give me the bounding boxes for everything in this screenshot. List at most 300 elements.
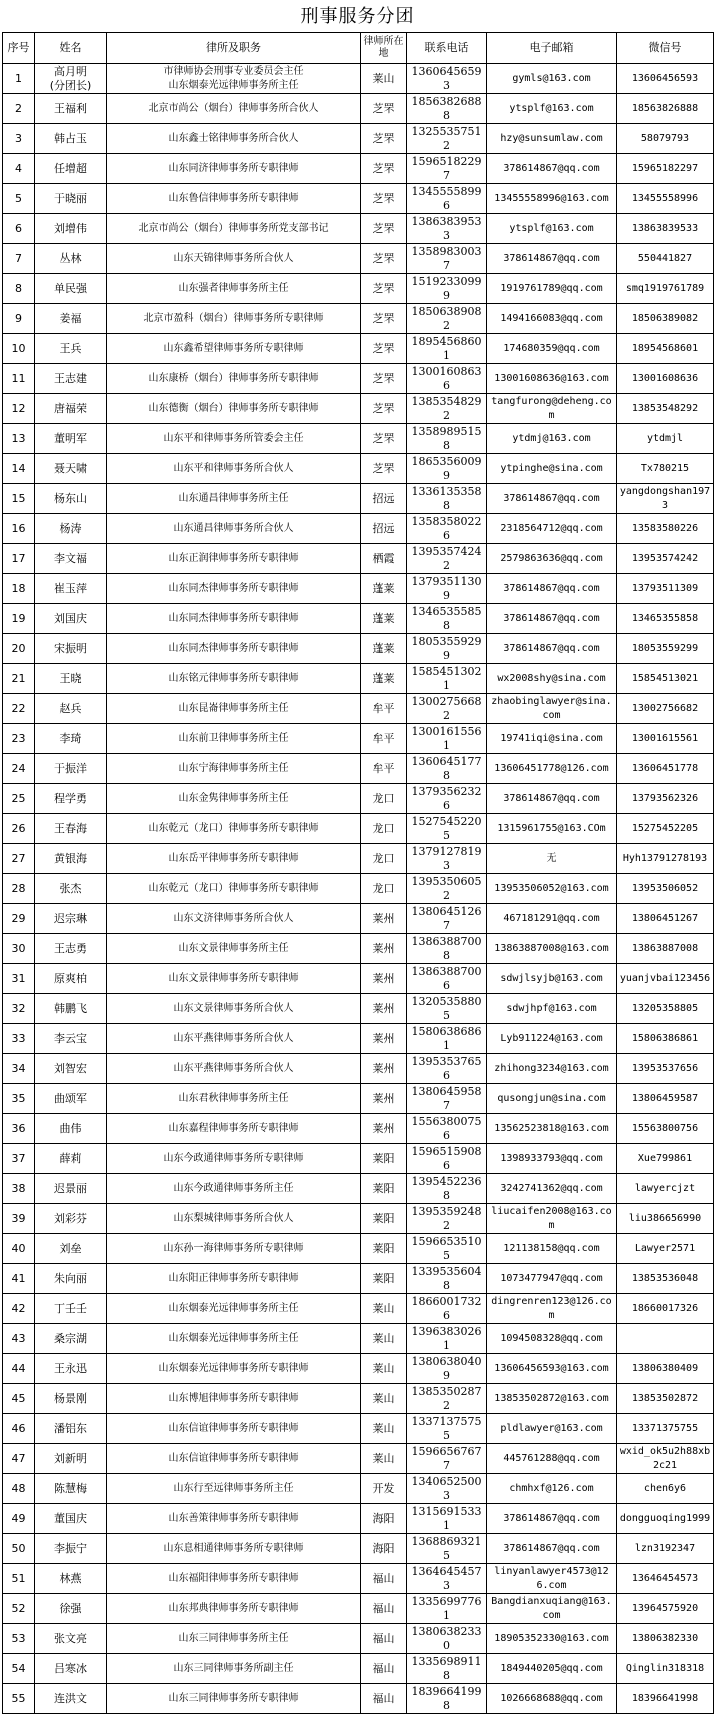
table-row (3, 754, 714, 784)
firm-position-cell: 山东文景律师事务所主任 (107, 934, 361, 964)
table-row (3, 964, 714, 994)
email-cell: 378614867@qq.com (487, 484, 617, 514)
location-cell: 莱山 (361, 64, 407, 94)
firm-position-cell: 山东息相通律师事务所专职律师 (107, 1534, 361, 1564)
row-index-cell: 6 (3, 214, 35, 244)
email-cell: 1849440205@qq.com (487, 1654, 617, 1684)
table-row (3, 334, 714, 364)
phone-cell: 13953574242 (407, 544, 487, 574)
row-index-cell: 27 (3, 844, 35, 874)
firm-position-cell: 北京市尚公（烟台）律师事务所合伙人 (107, 94, 361, 124)
firm-position-cell: 山东金隽律师事务所主任 (107, 784, 361, 814)
wechat-cell: smq1919761789 (617, 274, 714, 304)
phone-cell: 15275452205 (407, 814, 487, 844)
location-cell: 福山 (361, 1654, 407, 1684)
wechat-cell: 18396641998 (617, 1684, 714, 1714)
lawyer-name-cell: 王志勇 (35, 934, 107, 964)
email-cell: 1919761789@qq.com (487, 274, 617, 304)
email-cell: 378614867@qq.com (487, 784, 617, 814)
row-index-cell: 37 (3, 1144, 35, 1174)
phone-cell: 15563800756 (407, 1114, 487, 1144)
firm-position-cell: 山东昆崙律师事务所主任 (107, 694, 361, 724)
row-index-cell: 46 (3, 1414, 35, 1444)
row-index-cell: 20 (3, 634, 35, 664)
phone-cell: 13156915331 (407, 1504, 487, 1534)
lawyer-name-cell: 唐福荣 (35, 394, 107, 424)
email-cell: hzy@sunsumlaw.com (487, 124, 617, 154)
lawyer-name-cell: 刘智宏 (35, 1054, 107, 1084)
wechat-cell: yuanjvbai123456 (617, 964, 714, 994)
firm-position-cell: 北京市盈科（烟台）律师事务所专职律师 (107, 304, 361, 334)
table-row (3, 94, 714, 124)
location-cell: 芝罘 (361, 124, 407, 154)
wechat-cell: 13001608636 (617, 364, 714, 394)
firm-position-cell: 山东邦典律师事务所专职律师 (107, 1594, 361, 1624)
lawyer-name-cell: 原爽柏 (35, 964, 107, 994)
table-row (3, 394, 714, 424)
row-index-cell: 32 (3, 994, 35, 1024)
wechat-cell: chen6y6 (617, 1474, 714, 1504)
email-cell: Bangdianxuqiang@163.com (487, 1594, 617, 1624)
email-cell: 13606451778@126.com (487, 754, 617, 784)
phone-cell: 13806459587 (407, 1084, 487, 1114)
email-cell: wx2008shy@sina.com (487, 664, 617, 694)
location-cell: 莱州 (361, 1024, 407, 1054)
lawyer-name-cell: 刘垒 (35, 1234, 107, 1264)
row-index-cell: 11 (3, 364, 35, 394)
firm-position-cell: 山东三同律师事务所专职律师 (107, 1684, 361, 1714)
wechat-cell: 13863887008 (617, 934, 714, 964)
location-cell: 芝罘 (361, 304, 407, 334)
row-index-cell: 21 (3, 664, 35, 694)
lawyer-name-cell: 董国庆 (35, 1504, 107, 1534)
location-cell: 莱阳 (361, 1204, 407, 1234)
lawyer-name-cell: 王福利 (35, 94, 107, 124)
row-index-cell: 53 (3, 1624, 35, 1654)
location-cell: 福山 (361, 1594, 407, 1624)
firm-position-cell: 山东前卫律师事务所主任 (107, 724, 361, 754)
firm-position-cell: 山东乾元（龙口）律师事务所专职律师 (107, 874, 361, 904)
wechat-cell: 18053559299 (617, 634, 714, 664)
email-cell: ytsplf@163.com (487, 94, 617, 124)
firm-position-cell: 山东天锦律师事务所合伙人 (107, 244, 361, 274)
firm-position-cell: 山东鲁信律师事务所专职律师 (107, 184, 361, 214)
firm-position-cell: 山东平和律师事务所合伙人 (107, 454, 361, 484)
firm-position-cell: 山东善策律师事务所专职律师 (107, 1504, 361, 1534)
wechat-cell: 13002756682 (617, 694, 714, 724)
location-cell: 蓬莱 (361, 574, 407, 604)
lawyer-name-cell: 任增超 (35, 154, 107, 184)
phone-cell: 13853502872 (407, 1384, 487, 1414)
wechat-cell: 13205358805 (617, 994, 714, 1024)
row-index-cell: 1 (3, 64, 35, 94)
email-cell: ytsplf@163.com (487, 214, 617, 244)
email-cell: 445761288@qq.com (487, 1444, 617, 1474)
wechat-cell: Xue799861 (617, 1144, 714, 1174)
lawyer-name-cell: 杨景刚 (35, 1384, 107, 1414)
phone-cell: 13806380409 (407, 1354, 487, 1384)
email-cell: 13853502872@163.com (487, 1384, 617, 1414)
location-cell: 莱州 (361, 994, 407, 1024)
phone-cell: 13465355858 (407, 604, 487, 634)
location-cell: 蓬莱 (361, 604, 407, 634)
row-index-cell: 42 (3, 1294, 35, 1324)
email-cell: 无 (487, 844, 617, 874)
row-index-cell: 39 (3, 1204, 35, 1234)
wechat-cell: 13001615561 (617, 724, 714, 754)
table-row (3, 184, 714, 214)
lawyer-name-cell: 迟景丽 (35, 1174, 107, 1204)
row-index-cell: 12 (3, 394, 35, 424)
firm-position-cell: 山东文景律师事务所专职律师 (107, 964, 361, 994)
lawyer-name-cell: 李琦 (35, 724, 107, 754)
row-index-cell: 55 (3, 1684, 35, 1714)
phone-cell: 18396641998 (407, 1684, 487, 1714)
table-row (3, 1594, 714, 1624)
lawyer-name-cell: 黄银海 (35, 844, 107, 874)
email-cell: qusongjun@sina.com (487, 1084, 617, 1114)
phone-cell: 18506389082 (407, 304, 487, 334)
phone-cell: 13806382330 (407, 1624, 487, 1654)
email-cell: 378614867@qq.com (487, 634, 617, 664)
wechat-cell: 18660017326 (617, 1294, 714, 1324)
firm-position-cell: 山东平燕律师事务所合伙人 (107, 1054, 361, 1084)
phone-cell: 13455558996 (407, 184, 487, 214)
firm-position-cell: 山东文景律师事务所合伙人 (107, 994, 361, 1024)
location-cell: 莱州 (361, 964, 407, 994)
lawyer-name-cell: 韩占玉 (35, 124, 107, 154)
firm-position-cell: 山东今政通律师事务所主任 (107, 1174, 361, 1204)
location-cell: 莱州 (361, 1084, 407, 1114)
table-row (3, 124, 714, 154)
phone-cell: 13953537656 (407, 1054, 487, 1084)
email-cell: 378614867@qq.com (487, 574, 617, 604)
phone-cell: 15854513021 (407, 664, 487, 694)
firm-position-cell: 山东孙一海律师事务所专职律师 (107, 1234, 361, 1264)
location-cell: 海阳 (361, 1534, 407, 1564)
col-header-name: 姓名 (35, 33, 107, 64)
wechat-cell: Lawyer2571 (617, 1234, 714, 1264)
row-index-cell: 51 (3, 1564, 35, 1594)
row-index-cell: 49 (3, 1504, 35, 1534)
lawyer-name-cell: 张文亮 (35, 1624, 107, 1654)
wechat-cell: 15965182297 (617, 154, 714, 184)
firm-position-cell: 山东铭元律师事务所专职律师 (107, 664, 361, 694)
table-row (3, 1564, 714, 1594)
table-row (3, 904, 714, 934)
firm-position-cell: 山东博旭律师事务所专职律师 (107, 1384, 361, 1414)
phone-cell: 13688693215 (407, 1534, 487, 1564)
location-cell: 莱阳 (361, 1234, 407, 1264)
location-cell: 蓬莱 (361, 664, 407, 694)
email-cell: 3242741362@qq.com (487, 1174, 617, 1204)
lawyer-name-cell: 韩鹏飞 (35, 994, 107, 1024)
phone-cell: 13863839533 (407, 214, 487, 244)
phone-cell: 15966567677 (407, 1444, 487, 1474)
table-row (3, 154, 714, 184)
location-cell: 芝罘 (361, 154, 407, 184)
table-row (3, 1174, 714, 1204)
lawyer-name-cell: 高月明 (分团长) (35, 64, 107, 94)
table-row (3, 274, 714, 304)
location-cell: 龙口 (361, 844, 407, 874)
row-index-cell: 8 (3, 274, 35, 304)
table-row (3, 1264, 714, 1294)
email-cell: liucaifen2008@163.com (487, 1204, 617, 1234)
lawyer-name-cell: 李文福 (35, 544, 107, 574)
lawyer-name-cell: 董明军 (35, 424, 107, 454)
wechat-cell: 13863839533 (617, 214, 714, 244)
wechat-cell (617, 1324, 714, 1354)
location-cell: 海阳 (361, 1504, 407, 1534)
lawyer-name-cell: 王兵 (35, 334, 107, 364)
wechat-cell: 13793562326 (617, 784, 714, 814)
email-cell: 2318564712@qq.com (487, 514, 617, 544)
table-row (3, 604, 714, 634)
location-cell: 芝罘 (361, 94, 407, 124)
phone-cell: 13361353588 (407, 484, 487, 514)
row-index-cell: 2 (3, 94, 35, 124)
location-cell: 莱州 (361, 1054, 407, 1084)
phone-cell: 13806451267 (407, 904, 487, 934)
lawyer-name-cell: 朱向丽 (35, 1264, 107, 1294)
location-cell: 莱山 (361, 1324, 407, 1354)
location-cell: 莱山 (361, 1414, 407, 1444)
row-index-cell: 33 (3, 1024, 35, 1054)
firm-position-cell: 山东正润律师事务所专职律师 (107, 544, 361, 574)
row-index-cell: 36 (3, 1114, 35, 1144)
email-cell: 378614867@qq.com (487, 154, 617, 184)
lawyer-name-cell: 丁壬壬 (35, 1294, 107, 1324)
phone-cell: 13589830037 (407, 244, 487, 274)
table-row (3, 1414, 714, 1444)
location-cell: 牟平 (361, 754, 407, 784)
phone-cell: 13255357512 (407, 124, 487, 154)
wechat-cell: lawyercjzt (617, 1174, 714, 1204)
email-cell: ytpinghe@sina.com (487, 454, 617, 484)
wechat-cell: 18563826888 (617, 94, 714, 124)
row-index-cell: 9 (3, 304, 35, 334)
email-cell: dingrenren123@126.com (487, 1294, 617, 1324)
firm-position-cell: 山东三同律师事务所副主任 (107, 1654, 361, 1684)
firm-position-cell: 山东通昌律师事务所合伙人 (107, 514, 361, 544)
wechat-cell: 13455558996 (617, 184, 714, 214)
firm-position-cell: 山东阳正律师事务所专职律师 (107, 1264, 361, 1294)
lawyer-name-cell: 吕寒冰 (35, 1654, 107, 1684)
table-row (3, 1024, 714, 1054)
wechat-cell: yangdongshan1973 (617, 484, 714, 514)
row-index-cell: 54 (3, 1654, 35, 1684)
lawyer-name-cell: 连洪文 (35, 1684, 107, 1714)
wechat-cell: lzn3192347 (617, 1534, 714, 1564)
lawyer-name-cell: 王晓 (35, 664, 107, 694)
table-row (3, 634, 714, 664)
email-cell: sdwjlsyjb@163.com (487, 964, 617, 994)
location-cell: 福山 (361, 1564, 407, 1594)
location-cell: 芝罘 (361, 424, 407, 454)
firm-position-cell: 北京市尚公（烟台）律师事务所党支部书记 (107, 214, 361, 244)
location-cell: 芝罘 (361, 454, 407, 484)
lawyer-name-cell: 刘彩芬 (35, 1204, 107, 1234)
phone-cell: 18660017326 (407, 1294, 487, 1324)
wechat-cell: 18506389082 (617, 304, 714, 334)
table-row (3, 1534, 714, 1564)
row-index-cell: 38 (3, 1174, 35, 1204)
lawyer-name-cell: 于晓丽 (35, 184, 107, 214)
wechat-cell: 15275452205 (617, 814, 714, 844)
email-cell: 13953506052@163.com (487, 874, 617, 904)
table-row (3, 784, 714, 814)
location-cell: 芝罘 (361, 364, 407, 394)
table-row (3, 214, 714, 244)
firm-position-cell: 山东福阳律师事务所专职律师 (107, 1564, 361, 1594)
lawyer-name-cell: 陈慧梅 (35, 1474, 107, 1504)
row-index-cell: 47 (3, 1444, 35, 1474)
firm-position-cell: 山东同杰律师事务所专职律师 (107, 574, 361, 604)
row-index-cell: 31 (3, 964, 35, 994)
wechat-cell: ytdmjl (617, 424, 714, 454)
lawyer-table (2, 32, 714, 1714)
location-cell: 招远 (361, 484, 407, 514)
table-row (3, 1294, 714, 1324)
table-row (3, 1324, 714, 1354)
table-row (3, 814, 714, 844)
location-cell: 福山 (361, 1624, 407, 1654)
location-cell: 莱州 (361, 1114, 407, 1144)
table-row (3, 64, 714, 94)
table-row (3, 454, 714, 484)
location-cell: 莱山 (361, 1384, 407, 1414)
firm-position-cell: 山东德衡（烟台）律师事务所专职律师 (107, 394, 361, 424)
wechat-cell: 13953506052 (617, 874, 714, 904)
email-cell: 378614867@qq.com (487, 1534, 617, 1564)
location-cell: 栖霞 (361, 544, 407, 574)
table-row (3, 364, 714, 394)
location-cell: 莱山 (361, 1354, 407, 1384)
email-cell: zhihong3234@163.com (487, 1054, 617, 1084)
col-header-phone: 联系电话 (407, 33, 487, 64)
wechat-cell: 13371375755 (617, 1414, 714, 1444)
table-row (3, 1114, 714, 1144)
phone-cell: 13606456593 (407, 64, 487, 94)
phone-cell: 13953592482 (407, 1204, 487, 1234)
wechat-cell: 13853548292 (617, 394, 714, 424)
firm-position-cell: 山东行至远律师事务所主任 (107, 1474, 361, 1504)
email-cell: 1094508328@qq.com (487, 1324, 617, 1354)
email-cell: gymls@163.com (487, 64, 617, 94)
table-row (3, 664, 714, 694)
phone-cell: 13583580226 (407, 514, 487, 544)
wechat-cell: 15563800756 (617, 1114, 714, 1144)
lawyer-name-cell: 张杰 (35, 874, 107, 904)
location-cell: 牟平 (361, 724, 407, 754)
row-index-cell: 3 (3, 124, 35, 154)
email-cell: 1315961755@163.COm (487, 814, 617, 844)
table-row (3, 574, 714, 604)
phone-cell: 13406525003 (407, 1474, 487, 1504)
phone-cell: 18053559299 (407, 634, 487, 664)
lawyer-name-cell: 李振宁 (35, 1534, 107, 1564)
wechat-cell: wxid_ok5u2h88xb2c21 (617, 1444, 714, 1474)
wechat-cell: 13606456593 (617, 64, 714, 94)
phone-cell: 18563826888 (407, 94, 487, 124)
phone-cell: 15966535105 (407, 1234, 487, 1264)
wechat-cell: 13793511309 (617, 574, 714, 604)
email-cell: 174680359@qq.com (487, 334, 617, 364)
table-row (3, 844, 714, 874)
phone-cell: 13791278193 (407, 844, 487, 874)
row-index-cell: 22 (3, 694, 35, 724)
phone-cell: 15806386861 (407, 1024, 487, 1054)
location-cell: 莱山 (361, 1294, 407, 1324)
table-row (3, 244, 714, 274)
row-index-cell: 4 (3, 154, 35, 184)
table-row (3, 1444, 714, 1474)
col-header-email: 电子邮箱 (487, 33, 617, 64)
col-header-firm-position: 律所及职务 (107, 33, 361, 64)
table-row (3, 1684, 714, 1714)
firm-position-cell: 山东同济律师事务所专职律师 (107, 154, 361, 184)
lawyer-name-cell: 迟宗琳 (35, 904, 107, 934)
phone-cell: 13356997761 (407, 1594, 487, 1624)
phone-cell: 13395356048 (407, 1264, 487, 1294)
email-cell: 1398933793@qq.com (487, 1144, 617, 1174)
email-cell: 13455558996@163.com (487, 184, 617, 214)
lawyer-name-cell: 李云宝 (35, 1024, 107, 1054)
phone-cell: 15192330999 (407, 274, 487, 304)
email-cell: 1026668688@qq.com (487, 1684, 617, 1714)
wechat-cell: 13853502872 (617, 1384, 714, 1414)
firm-position-cell: 山东同杰律师事务所专职律师 (107, 634, 361, 664)
wechat-cell: 18954568601 (617, 334, 714, 364)
wechat-cell: 13806451267 (617, 904, 714, 934)
wechat-cell: 15806386861 (617, 1024, 714, 1054)
firm-position-cell: 山东梨城律师事务所合伙人 (107, 1204, 361, 1234)
phone-cell: 13853548292 (407, 394, 487, 424)
table-row (3, 934, 714, 964)
wechat-cell: dongguoqing1999 (617, 1504, 714, 1534)
phone-cell: 13205358805 (407, 994, 487, 1024)
lawyer-name-cell: 丛林 (35, 244, 107, 274)
row-index-cell: 35 (3, 1084, 35, 1114)
wechat-cell: 15854513021 (617, 664, 714, 694)
row-index-cell: 43 (3, 1324, 35, 1354)
email-cell: 13606456593@163.com (487, 1354, 617, 1384)
location-cell: 莱阳 (361, 1174, 407, 1204)
table-row (3, 1624, 714, 1654)
firm-position-cell: 山东今政通律师事务所专职律师 (107, 1144, 361, 1174)
lawyer-name-cell: 王永迅 (35, 1354, 107, 1384)
lawyer-name-cell: 桑宗湖 (35, 1324, 107, 1354)
lawyer-name-cell: 潘铝东 (35, 1414, 107, 1444)
wechat-cell: 13806382330 (617, 1624, 714, 1654)
row-index-cell: 52 (3, 1594, 35, 1624)
firm-position-cell: 山东通昌律师事务所主任 (107, 484, 361, 514)
email-cell: 378614867@qq.com (487, 604, 617, 634)
row-index-cell: 48 (3, 1474, 35, 1504)
firm-position-cell: 山东乾元（龙口）律师事务所专职律师 (107, 814, 361, 844)
location-cell: 芝罘 (361, 244, 407, 274)
firm-position-cell: 山东三同律师事务所主任 (107, 1624, 361, 1654)
table-row (3, 1054, 714, 1084)
email-cell: Lyb911224@163.com (487, 1024, 617, 1054)
firm-position-cell: 山东平燕律师事务所合伙人 (107, 1024, 361, 1054)
row-index-cell: 15 (3, 484, 35, 514)
table-row (3, 424, 714, 454)
location-cell: 龙口 (361, 784, 407, 814)
location-cell: 龙口 (361, 874, 407, 904)
firm-position-cell: 山东烟泰光远律师事务所主任 (107, 1324, 361, 1354)
